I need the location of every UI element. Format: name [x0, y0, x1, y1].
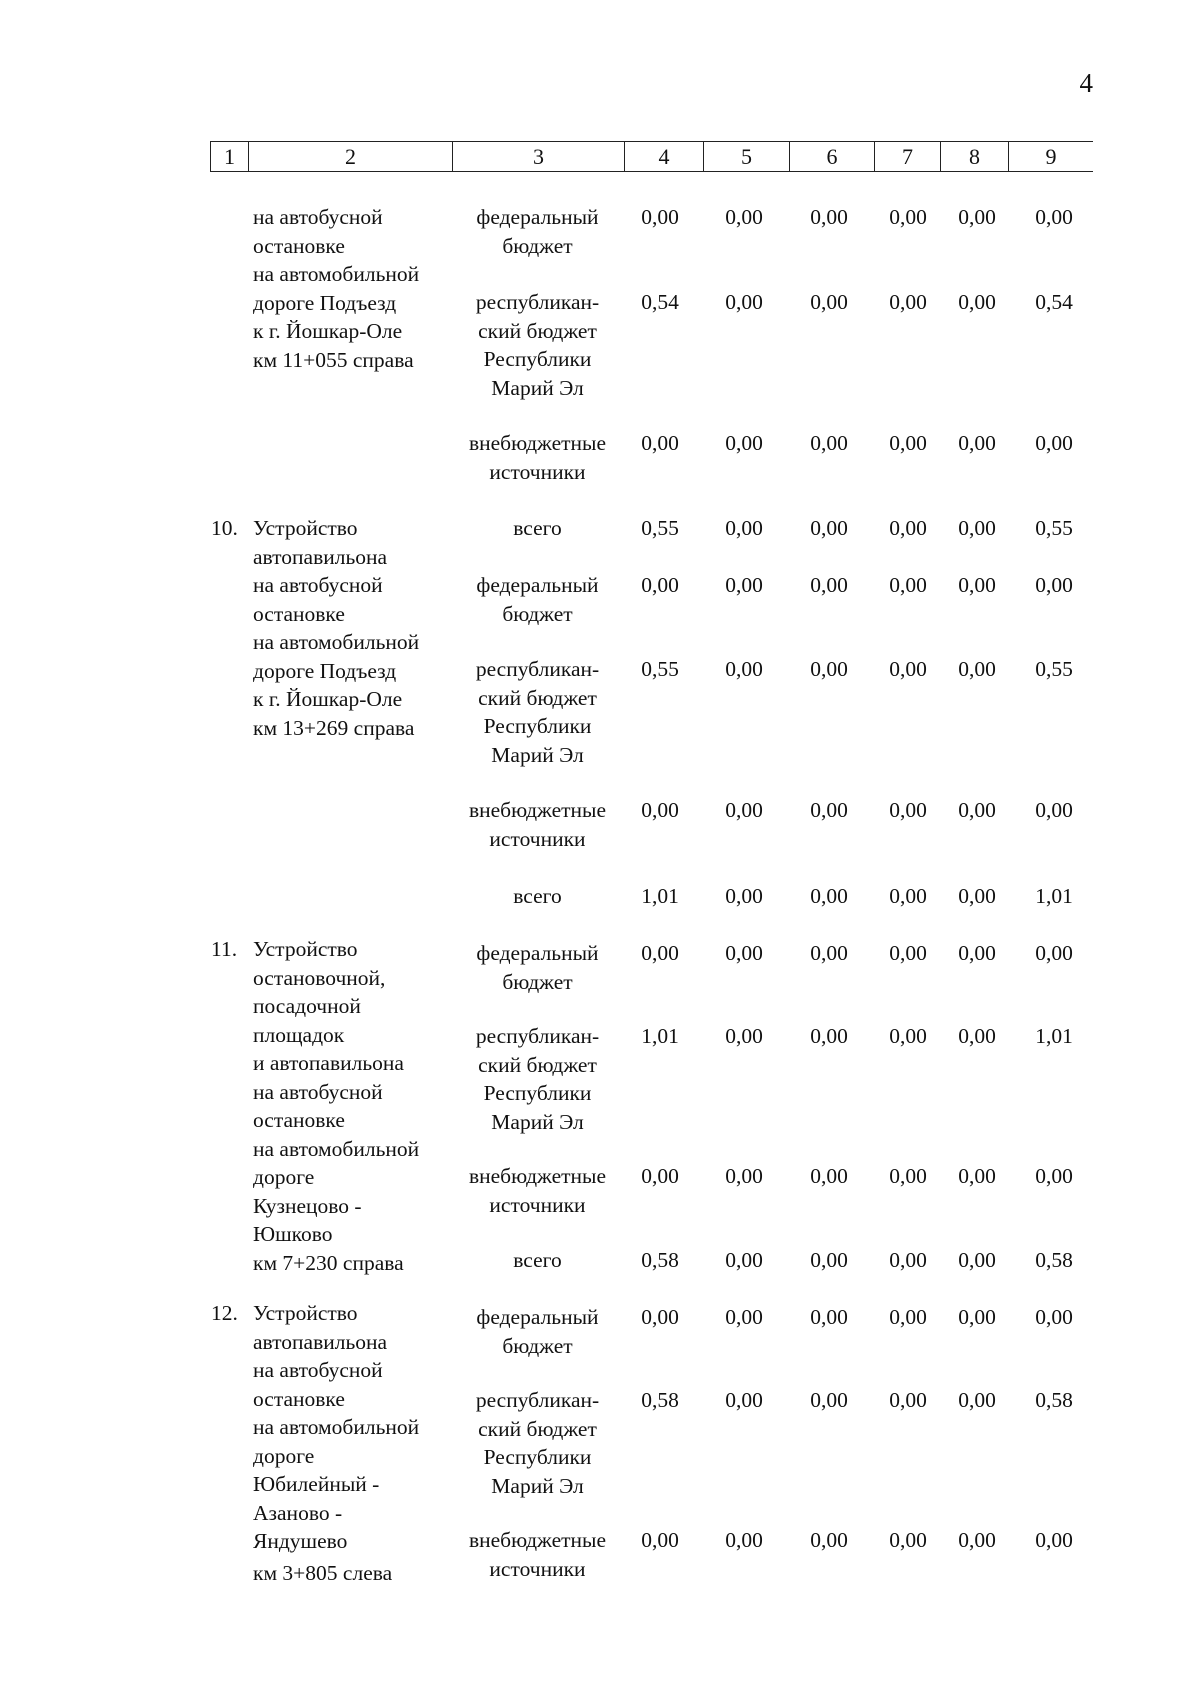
value-col-9: 0,00: [1035, 205, 1073, 229]
column-number-header: [210, 141, 1093, 172]
funding-source: внебюджетные источники: [468, 431, 607, 484]
value-col-7: 0,00: [889, 1024, 927, 1048]
funding-source: внебюджетные источники: [468, 1528, 607, 1581]
value-col-9: 1,01: [1035, 884, 1073, 908]
value-col-6: 0,00: [810, 941, 848, 965]
funding-source: всего: [513, 516, 562, 540]
value-col-7: 0,00: [889, 516, 927, 540]
funding-source: внебюджетные источники: [468, 798, 607, 851]
value-col-9: 0,54: [1035, 290, 1073, 314]
value-col-8: 0,00: [958, 1305, 996, 1329]
header-col-9: 9: [1008, 142, 1093, 171]
value-col-4: 0,55: [641, 516, 679, 540]
item-name: Устройство автопавильона на автобусной остановке на автомобильной дороге Юбилейный - Азаново - Яндушево км 3+805 слева: [253, 1301, 420, 1585]
value-col-4: 1,01: [641, 884, 679, 908]
value-col-5: 0,00: [725, 657, 763, 681]
value-col-5: 0,00: [725, 205, 763, 229]
header-col-8: 8: [940, 142, 1008, 171]
value-col-5: 0,00: [725, 431, 763, 455]
item-number: 12.: [211, 1301, 238, 1325]
header-col-3: 3: [452, 142, 624, 171]
header-col-4: 4: [624, 142, 703, 171]
funding-source: федеральный бюджет: [476, 205, 599, 258]
value-col-7: 0,00: [889, 1388, 927, 1412]
value-col-7: 0,00: [889, 884, 927, 908]
value-col-8: 0,00: [958, 516, 996, 540]
value-col-6: 0,00: [810, 205, 848, 229]
header-col-2: 2: [248, 142, 452, 171]
value-col-8: 0,00: [958, 290, 996, 314]
value-col-9: 0,58: [1035, 1388, 1073, 1412]
value-col-6: 0,00: [810, 1305, 848, 1329]
value-col-5: 0,00: [725, 1248, 763, 1272]
funding-source: федеральный бюджет: [476, 941, 599, 994]
value-col-7: 0,00: [889, 1528, 927, 1552]
value-col-4: 0,00: [641, 941, 679, 965]
value-col-4: 0,58: [641, 1388, 679, 1412]
item-number: 11.: [211, 937, 238, 961]
value-col-6: 0,00: [810, 1164, 848, 1188]
funding-source: федеральный бюджет: [476, 573, 599, 626]
value-col-6: 0,00: [810, 657, 848, 681]
value-col-8: 0,00: [958, 1528, 996, 1552]
value-col-8: 0,00: [958, 941, 996, 965]
value-col-9: 0,58: [1035, 1248, 1073, 1272]
value-col-5: 0,00: [725, 1024, 763, 1048]
value-col-5: 0,00: [725, 516, 763, 540]
value-col-8: 0,00: [958, 884, 996, 908]
value-col-9: 0,00: [1035, 798, 1073, 822]
value-col-4: 0,58: [641, 1248, 679, 1272]
value-col-8: 0,00: [958, 657, 996, 681]
value-col-6: 0,00: [810, 1024, 848, 1048]
value-col-7: 0,00: [889, 798, 927, 822]
value-col-9: 0,55: [1035, 516, 1073, 540]
value-col-8: 0,00: [958, 573, 996, 597]
header-col-6: 6: [789, 142, 874, 171]
value-col-8: 0,00: [958, 1248, 996, 1272]
value-col-6: 0,00: [810, 1388, 848, 1412]
value-col-5: 0,00: [725, 1164, 763, 1188]
value-col-5: 0,00: [725, 1528, 763, 1552]
value-col-9: 0,00: [1035, 941, 1073, 965]
value-col-4: 0,00: [641, 1528, 679, 1552]
funding-source: республикан- ский бюджет Республики Марий Эл: [475, 1388, 600, 1498]
value-col-9: 0,00: [1035, 1528, 1073, 1552]
value-col-9: 0,00: [1035, 573, 1073, 597]
value-col-6: 0,00: [810, 1528, 848, 1552]
value-col-5: 0,00: [725, 798, 763, 822]
value-col-6: 0,00: [810, 1248, 848, 1272]
value-col-9: 0,55: [1035, 657, 1073, 681]
value-col-6: 0,00: [810, 431, 848, 455]
value-col-5: 0,00: [725, 290, 763, 314]
value-col-9: 0,00: [1035, 1305, 1073, 1329]
value-col-7: 0,00: [889, 431, 927, 455]
value-col-4: 0,00: [641, 431, 679, 455]
value-col-8: 0,00: [958, 1164, 996, 1188]
page-number: 4: [1079, 68, 1093, 98]
item-name: Устройство автопавильона на автобусной остановке на автомобильной дороге Подъезд к г. Йошкар-Оле км 13+269 справа: [253, 516, 420, 740]
header-col-7: 7: [874, 142, 940, 171]
value-col-9: 0,00: [1035, 1164, 1073, 1188]
value-col-4: 0,00: [641, 798, 679, 822]
value-col-6: 0,00: [810, 290, 848, 314]
item-name: на автобусной остановке на автомобильной дороге Подъезд к г. Йошкар-Оле км 11+055 справа: [253, 205, 420, 372]
value-col-7: 0,00: [889, 573, 927, 597]
value-col-8: 0,00: [958, 431, 996, 455]
value-col-9: 1,01: [1035, 1024, 1073, 1048]
value-col-8: 0,00: [958, 798, 996, 822]
value-col-6: 0,00: [810, 798, 848, 822]
value-col-7: 0,00: [889, 205, 927, 229]
value-col-4: 0,55: [641, 657, 679, 681]
value-col-6: 0,00: [810, 884, 848, 908]
value-col-6: 0,00: [810, 516, 848, 540]
value-col-4: 0,00: [641, 1164, 679, 1188]
funding-source: республикан- ский бюджет Республики Марий Эл: [475, 290, 600, 400]
header-col-1: 1: [210, 142, 248, 171]
value-col-4: 0,00: [641, 205, 679, 229]
value-col-5: 0,00: [725, 1305, 763, 1329]
value-col-5: 0,00: [725, 1388, 763, 1412]
value-col-5: 0,00: [725, 573, 763, 597]
value-col-7: 0,00: [889, 1164, 927, 1188]
value-col-5: 0,00: [725, 884, 763, 908]
value-col-4: 0,00: [641, 573, 679, 597]
funding-source: республикан- ский бюджет Республики Марий Эл: [475, 657, 600, 767]
value-col-7: 0,00: [889, 657, 927, 681]
value-col-9: 0,00: [1035, 431, 1073, 455]
value-col-7: 0,00: [889, 1305, 927, 1329]
value-col-7: 0,00: [889, 1248, 927, 1272]
value-col-7: 0,00: [889, 290, 927, 314]
funding-source: всего: [513, 1248, 562, 1272]
value-col-6: 0,00: [810, 573, 848, 597]
value-col-8: 0,00: [958, 1388, 996, 1412]
header-col-5: 5: [703, 142, 789, 171]
value-col-4: 0,54: [641, 290, 679, 314]
funding-source: республикан- ский бюджет Республики Марий Эл: [475, 1024, 600, 1134]
value-col-8: 0,00: [958, 205, 996, 229]
funding-source: всего: [513, 884, 562, 908]
funding-source: внебюджетные источники: [468, 1164, 607, 1217]
item-name: Устройство остановочной, посадочной площадок и автопавильона на автобусной остановке на автомобильной дороге Кузнецово - Юшково км 7+230 справа: [253, 937, 420, 1275]
value-col-5: 0,00: [725, 941, 763, 965]
value-col-7: 0,00: [889, 941, 927, 965]
item-number: 10.: [211, 516, 238, 540]
funding-source: федеральный бюджет: [476, 1305, 599, 1358]
value-col-4: 0,00: [641, 1305, 679, 1329]
value-col-8: 0,00: [958, 1024, 996, 1048]
value-col-4: 1,01: [641, 1024, 679, 1048]
